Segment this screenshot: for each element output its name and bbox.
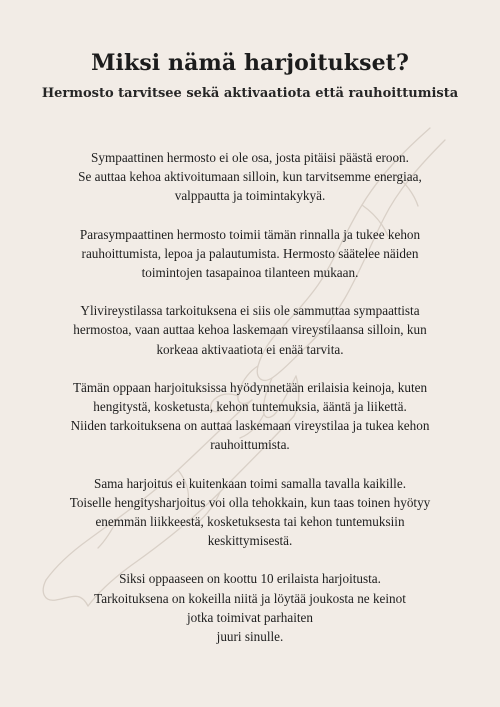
page-title: Miksi nämä harjoitukset? <box>91 50 409 76</box>
paragraph-sympathetic: Sympaattinen hermosto ei ole osa, josta pitäisi päästä eroon. Se auttaa kehoa aktivoitumaan silloin, kun tarvitsemme energiaa, valppautta ja toimintakykyä. <box>78 150 422 204</box>
paragraph-methods: Tämän oppaan harjoituksissa hyödynnetään erilaisia keinoja, kuten hengitystä, kosketusta, kehon tuntemuksia, ääntä ja liikettä. Niiden tarkoituksena on auttaa laskemaan vireystilaa ja tukea kehon rauhoittumista. <box>70 379 430 453</box>
paragraph-parasympathetic: Parasympaattinen hermosto toimii tämän rinnalla ja tukee kehon rauhoittumista, lepoa ja palautumista. Hermosto säätelee näiden toimintojen tasapainoa tilanteen mukaan. <box>79 226 421 281</box>
paragraph-individual-differences: Sama harjoitus ei kuitenkaan toimi samalla tavalla kaikille. Toiselle hengitysharjoitus voi olla tehokkain, kun taas toinen hyötyy enemmän liikkeestä, kosketuksesta tai kehon tuntemuksiin keskittymisestä. <box>69 475 431 549</box>
body-text <box>40 148 460 665</box>
paragraph-conclusion: Siksi oppaaseen on koottu 10 erilaista harjoitusta. Tarkoituksena on kokeilla niitä ja löytää joukosta ne keinot jotka toimivat parhaiten juuri sinulle. <box>94 571 406 645</box>
paragraph-hyperarousal: Ylivireystilassa tarkoituksena ei siis ole sammuttaa sympaattista hermostoa, vaan auttaa kehoa laskemaan vireystilaansa silloin, kun korkeaa aktivaatiota ei enää tarvita. <box>73 303 427 357</box>
page-subtitle: Hermosto tarvitsee sekä aktivaatiota että rauhoittumista <box>41 86 459 101</box>
